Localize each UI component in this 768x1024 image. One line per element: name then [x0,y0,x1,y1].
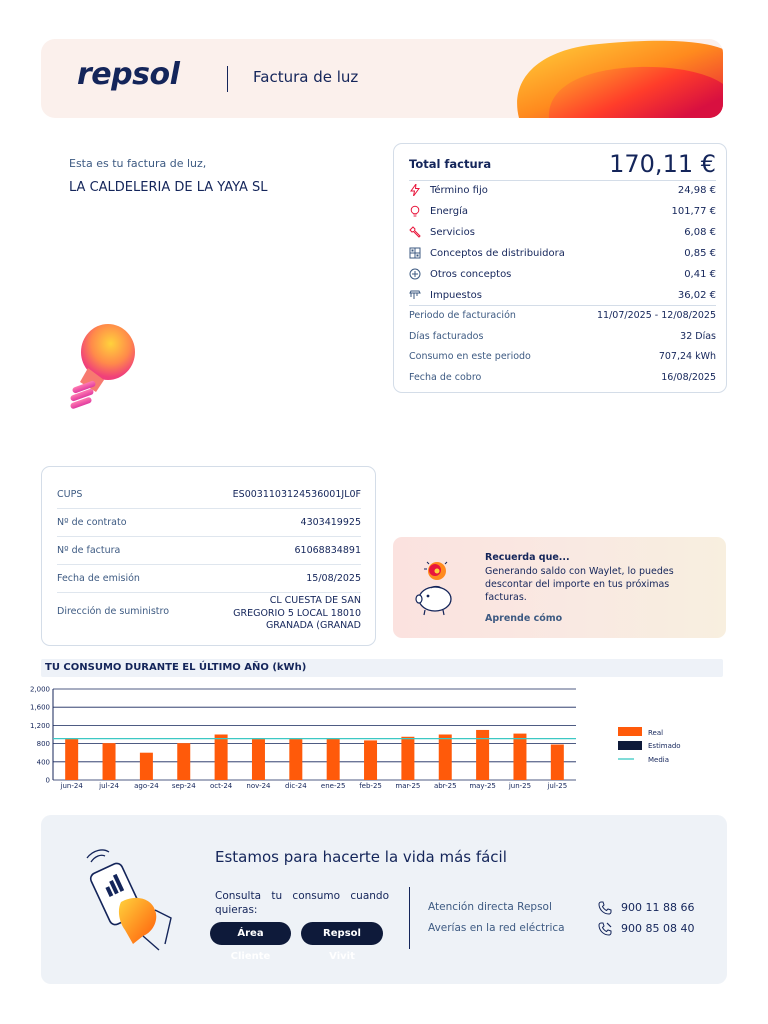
x-tick-label: jul-25 [547,782,568,790]
section-divider [409,305,716,306]
address-value [233,595,361,633]
charge-value: 101,77 € [671,206,716,217]
charge-row [409,204,716,222]
bar [140,753,153,780]
charge-row [409,183,716,201]
period-value: 32 Días [680,331,716,342]
address-line: CL CUESTA DE SAN [269,595,361,606]
info-label: CUPS [57,489,83,500]
promo-title: Recuerda que... [485,552,570,563]
header-divider [227,66,228,92]
address-line: GRANADA (GRANAD [265,620,361,631]
contact-phone[interactable]: 900 11 88 66 [621,901,695,914]
charge-label: Servicios [430,227,475,238]
info-value: 15/08/2025 [306,573,361,584]
x-tick-label: feb-25 [359,782,382,790]
bar [65,739,78,780]
chart-title: TU CONSUMO DURANTE EL ÚLTIMO AÑO (kWh) [45,662,307,673]
period-value: 16/08/2025 [661,372,716,383]
phone-hand-icon [85,848,193,956]
total-header [409,150,716,181]
consumption-chart-header [41,659,723,677]
x-tick-label: sep-24 [171,782,196,790]
info-label: Nº de factura [57,545,121,556]
charge-row [409,267,716,285]
x-tick-label: jun-24 [60,782,83,790]
bar [327,738,340,780]
contact-label: Atención directa Repsol [428,901,552,913]
period-value: 707,24 kWh [658,351,716,362]
plus-circle-icon [409,268,421,280]
legend-swatch [618,727,642,736]
learn-how-link[interactable]: Aprende cómo [485,613,563,624]
decorative-wave-icon [509,39,723,118]
y-tick-label: 1,600 [29,703,50,712]
consumption-bar-chart [20,680,720,796]
contract-info-card [41,466,376,646]
info-label: Fecha de emisión [57,573,140,584]
period-value: 11/07/2025 - 12/08/2025 [597,310,716,321]
lightbulb-icon [60,318,144,418]
bar [177,743,190,780]
total-label: Total factura [409,157,492,171]
info-row [57,565,361,593]
repsol-vivit-button[interactable]: Repsol Vivit [301,922,383,945]
phone-icon [598,901,612,915]
x-tick-label: abr-25 [433,782,457,790]
period-label: Periodo de facturación [409,310,516,321]
y-tick-label: 800 [36,740,50,749]
repsol-logo[interactable]: repsol [77,57,180,92]
charge-value: 24,98 € [677,185,716,196]
tax-icon [409,289,421,301]
bar [103,743,116,780]
period-row [409,370,716,388]
y-tick-label: 1,200 [29,721,50,730]
period-row [409,308,716,326]
charge-value: 0,41 € [684,269,716,280]
period-label: Fecha de cobro [409,372,482,383]
info-label: Nº de contrato [57,517,127,528]
legend-swatch [618,741,642,750]
address-label: Dirección de suministro [57,606,170,617]
invoice-summary-card [393,143,727,393]
y-tick-label: 0 [45,776,50,785]
info-row [57,537,361,565]
footer-text: Consulta tu consumo cuando quieras: [215,890,389,916]
piggy-bank-icon [413,559,459,619]
info-value: 61068834891 [294,545,361,556]
x-tick-label: mar-25 [395,782,421,790]
greeting-text: Esta es tu factura de luz, [69,157,207,170]
bar [439,735,452,781]
charge-row [409,225,716,243]
wrench-icon [409,226,421,238]
bar [476,730,489,780]
period-row [409,329,716,347]
charge-value: 36,02 € [677,290,716,301]
legend-label: Estimado [648,742,681,750]
info-row [57,481,361,509]
x-tick-label: dic-24 [284,782,307,790]
client-area-button[interactable]: Área Cliente [210,922,291,945]
charge-label: Impuestos [430,290,482,301]
phone-tool-icon [598,922,612,936]
bar [215,735,228,781]
header-banner [41,39,723,118]
x-tick-label: ene-25 [320,782,346,790]
charge-row [409,288,716,306]
footer-divider [409,887,410,949]
info-value: ES0031103124536001JL0F [232,489,361,500]
period-label: Días facturados [409,331,484,342]
bar [364,740,377,780]
x-tick-label: oct-24 [209,782,233,790]
legend-label: Real [648,729,664,737]
charge-label: Otros conceptos [430,269,512,280]
document-title: Factura de luz [253,68,359,86]
address-line: GREGORIO 5 LOCAL 18010 [233,607,361,619]
y-tick-label: 2,000 [29,685,50,694]
bar [401,737,414,780]
waylet-promo-banner [393,537,726,638]
bar [513,734,526,780]
x-tick-label: ago-24 [134,782,159,790]
x-tick-label: jul-24 [99,782,119,790]
bulb-icon [409,205,421,217]
info-row [57,509,361,537]
charge-label: Energía [430,206,468,217]
charge-value: 0,85 € [684,248,716,259]
address-row [57,593,361,643]
x-tick-label: nov-24 [246,782,271,790]
lightning-icon [409,184,421,196]
grid-icon [409,247,421,259]
charge-row [409,246,716,264]
period-row [409,349,716,367]
contact-phone[interactable]: 900 85 08 40 [621,922,695,935]
promo-text: Generando saldo con Waylet, lo puedes descontar del importe en tus próximas facturas. [485,566,674,603]
help-footer [41,815,727,984]
bar [252,739,265,780]
contact-label: Averías en la red eléctrica [428,922,565,934]
footer-title: Estamos para hacerte la vida más fácil [215,848,507,866]
bar [289,739,302,780]
charge-label: Término fijo [430,185,488,196]
total-amount: 170,11 € [609,150,716,178]
charge-label: Conceptos de distribuidora [430,248,565,259]
x-tick-label: may-25 [469,782,496,790]
x-tick-label: jun-25 [508,782,532,790]
info-value: 4303419925 [300,517,361,528]
period-label: Consumo en este periodo [409,351,531,362]
y-tick-label: 400 [36,758,50,767]
legend-label: Media [648,756,670,764]
client-name: LA CALDELERIA DE LA YAYA SL [69,180,268,195]
charge-value: 6,08 € [684,227,716,238]
bar [551,745,564,780]
